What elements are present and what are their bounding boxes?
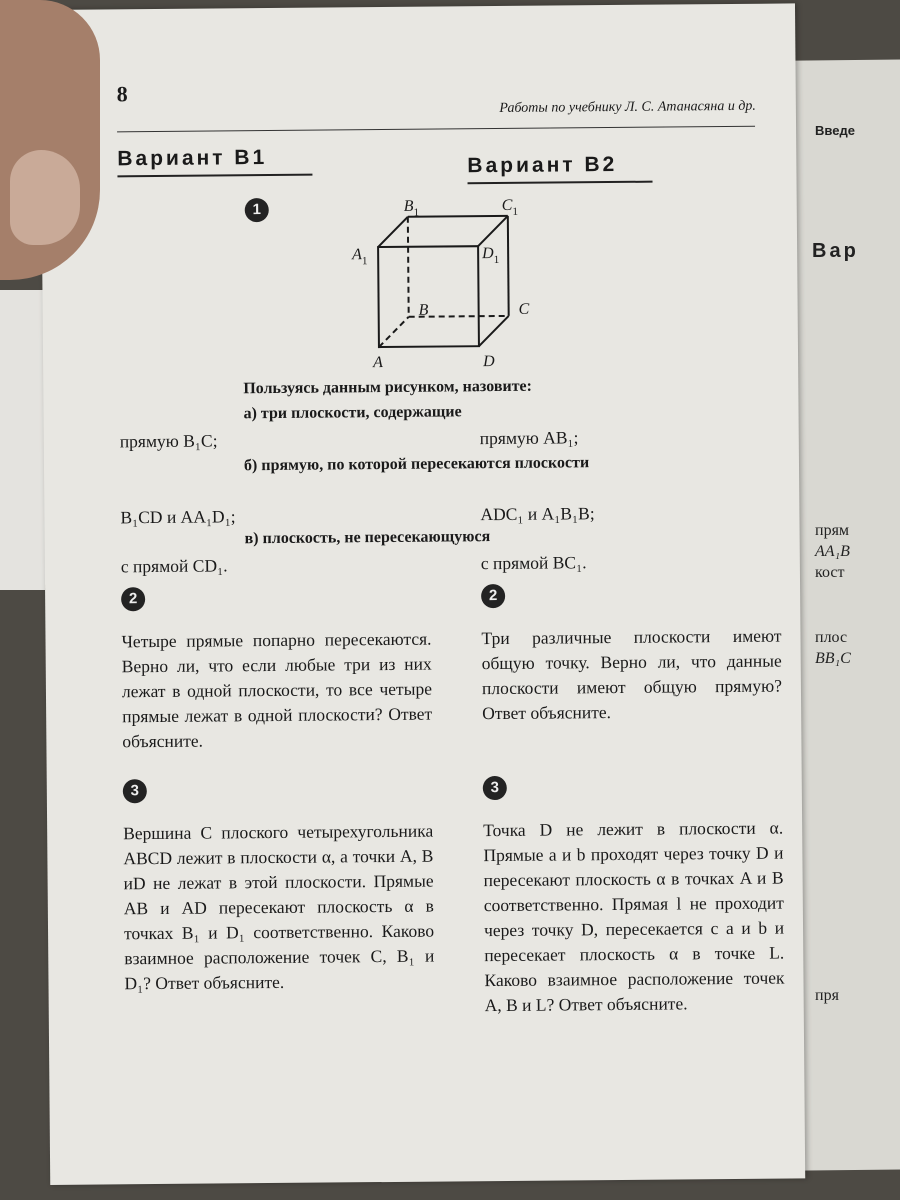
task1-b-variant2: ADC₁ и A₁B₁B; bbox=[480, 503, 595, 525]
variant-b1-title: Вариант В1 bbox=[117, 146, 268, 171]
vertex-label-d1: $D_1$ bbox=[482, 245, 500, 267]
vertex-label-c: C bbox=[518, 300, 530, 318]
task-number-badge: 3 bbox=[483, 776, 507, 800]
task-number-badge: 2 bbox=[121, 587, 145, 611]
running-head: Работы по учебнику Л. С. Атанасяна и др. bbox=[499, 98, 756, 116]
task1-item-b: б) прямую, по которой пересекаются плоскости bbox=[243, 454, 590, 475]
task-number-badge: 2 bbox=[481, 584, 505, 608]
task2-variant1-text: Четыре прямые попарно пересекаются. Верно ли, что если любые три из них лежат в одной плоскости, то все четыре прямые лежат в одной плоскости? Ответ объясните. bbox=[121, 628, 433, 752]
next-page-fragment: плос bbox=[815, 629, 848, 646]
task1-c-variant2: с прямой BC₁. bbox=[480, 552, 587, 574]
task1-intro: Пользуясь данным рисунком, назовите: bbox=[243, 377, 533, 398]
task2-variant2-text: Три различные плоскости имеют общую точку. Верно ли, что данные плоскости имеют общую прямую? Ответ объясните. bbox=[481, 625, 783, 724]
variant-b2-underline bbox=[468, 181, 653, 185]
vertex-label-b1: $B_1$ bbox=[403, 197, 420, 219]
vertex-label-c1: $C_1$ bbox=[501, 196, 519, 218]
next-page-fragment: BB₁C bbox=[815, 650, 851, 667]
header-rule bbox=[117, 126, 755, 133]
page-number: 8 bbox=[116, 81, 128, 107]
task-number-badge: 3 bbox=[123, 779, 147, 803]
cube-figure bbox=[342, 196, 554, 373]
vertex-label-d: D bbox=[483, 353, 495, 371]
task3-variant1-text: Вершина C плоского четырехугольника ABCD лежит в плоскости α, а точки A, B иD не лежат в этой плоскости. Прямые AB и AD пересекают плоскость α в точках B₁ и D₁ соответственно. Каково взаимное расположение точек C, B₁ и D₁? Ответ объясните. bbox=[123, 820, 435, 994]
next-page-title: Вар bbox=[812, 240, 859, 262]
task3-variant2-text: Точка D не лежит в плоскости α. Прямые a и b проходят через точку D и пересекают плоскость α в точках A и B соответственно. Прямая l не проходит через точку D, пересекается с a и b и пересекает плоскость α в точке L. Каково взаимное расположение точек A, B и L? Ответ объясните. bbox=[483, 817, 785, 1016]
task1-b-variant1: B₁CD и AA₁D₁; bbox=[120, 506, 236, 528]
task1-c-variant1: с прямой CD₁. bbox=[120, 555, 228, 577]
next-page-fragment: прям bbox=[815, 522, 850, 539]
next-page-header: Введе bbox=[815, 123, 855, 138]
thumbnail bbox=[10, 150, 80, 245]
workbook-page bbox=[40, 3, 805, 1185]
task1-item-c: в) плоскость, не пересекающуюся bbox=[244, 528, 491, 548]
next-page-fragment: AA₁B bbox=[815, 543, 850, 560]
paper-under bbox=[0, 290, 45, 590]
variant-b2-title: Вариант В2 bbox=[467, 152, 618, 178]
variant-b1-underline bbox=[117, 174, 312, 178]
vertex-label-a: A bbox=[373, 354, 383, 372]
vertex-label-a1: $A_1$ bbox=[352, 246, 368, 268]
next-page-fragment: кост bbox=[815, 564, 845, 581]
vertex-label-b: B bbox=[418, 301, 429, 319]
task1-a-variant1: прямую B₁C; bbox=[119, 430, 218, 452]
next-page-fragment: пря bbox=[815, 987, 839, 1004]
task1-a-variant2: прямую AB₁; bbox=[479, 427, 579, 449]
task-number-badge: 1 bbox=[245, 198, 269, 222]
task1-item-a: а) три плоскости, содержащие bbox=[243, 403, 462, 423]
